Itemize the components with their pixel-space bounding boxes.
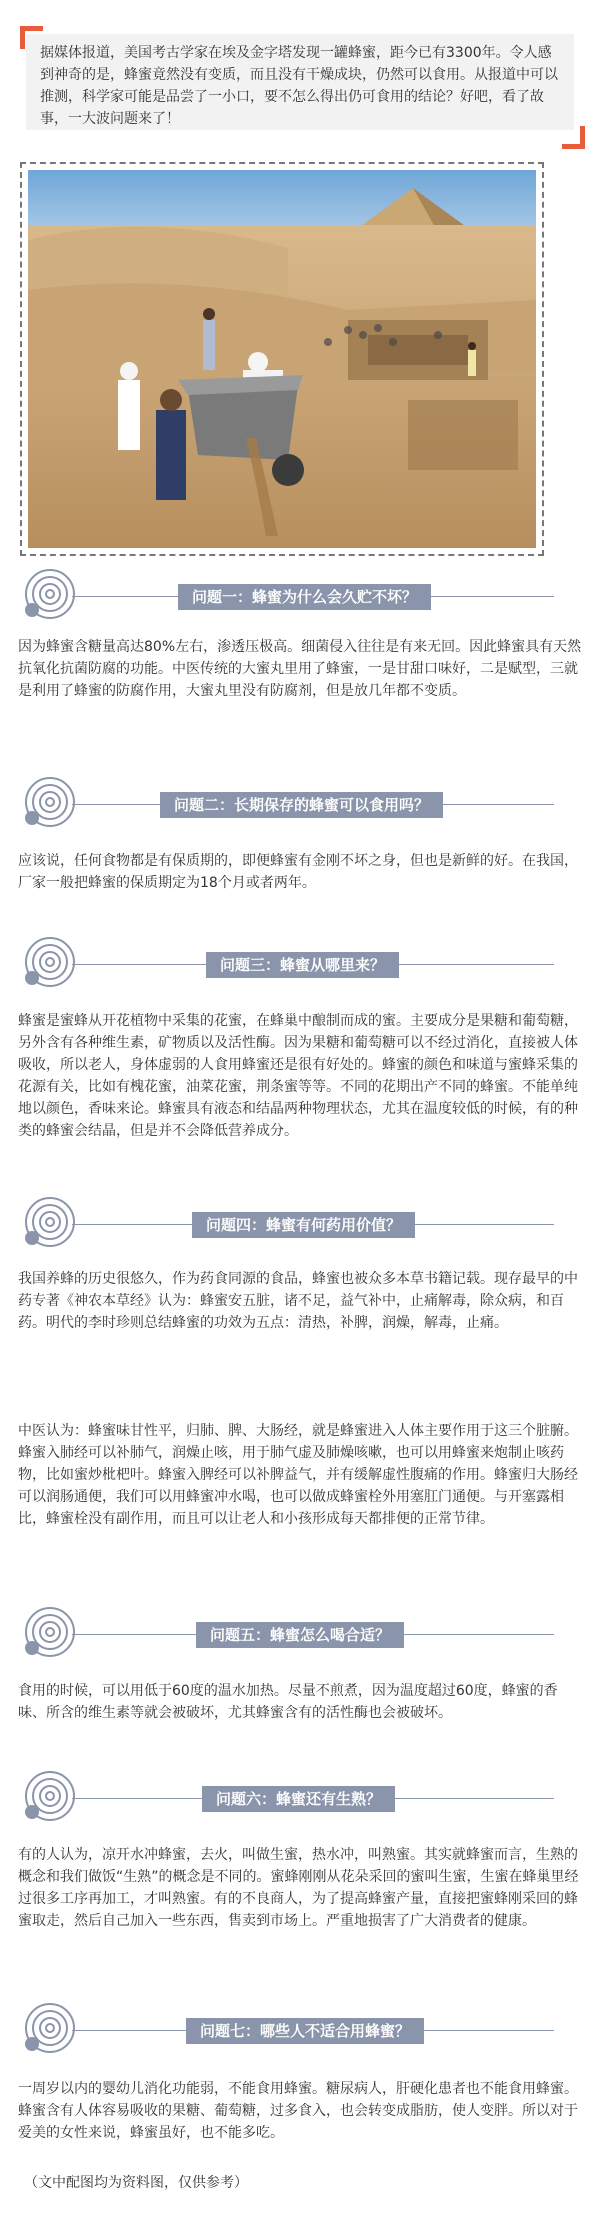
section-title: 问题三：蜂蜜从哪里来？: [206, 952, 399, 978]
section-1-paragraph: 因为蜂蜜含糖量高达80%左右，渗透压极高。细菌侵入往往是有来无回。因此蜂蜜具有天然抗氧化抗菌防腐的功能。中医传统的大蜜丸里用了蜂蜜，一是甘甜口味好，二是赋型，三就是利用了蜂蜜的防腐作用，大蜜丸里没有防腐剂，但是放几年都不变质。: [18, 639, 582, 699]
swirl-icon: [16, 1768, 78, 1828]
swirl-icon: [16, 2000, 78, 2060]
section-title: 问题一：蜂蜜为什么会久贮不坏？: [178, 584, 431, 610]
section-title: 问题七：哪些人不适合用蜂蜜？: [186, 2018, 424, 2044]
section-5-paragraph: 食用的时候，可以用低于60度的温水加热。尽量不煎煮，因为温度超过60度，蜂蜜的香味、所含的维生素等就会被破坏，尤其蜂蜜含有的活性酶也会被破坏。: [18, 1683, 558, 1721]
section-4-paragraph-1: 我国养蜂的历史很悠久，作为药食同源的食品，蜂蜜也被众多本草书籍记载。现存最早的中药专著《神农本草经》认为：蜂蜜安五脏，诸不足，益气补中，止痛解毒，除众病，和百药。明代的李时珍则总结蜂蜜的功效为五点：清热，补脾，润燥，解毒，止痛。: [18, 1271, 578, 1331]
photo-illustration: [28, 170, 536, 548]
section-title: 问题六：蜂蜜还有生熟？: [202, 1786, 395, 1812]
section-header-4: [16, 1194, 584, 1254]
section-7-paragraph: 一周岁以内的婴幼儿消化功能弱，不能食用蜂蜜。糖尿病人，肝硬化患者也不能食用蜂蜜。蜂蜜含有人体容易吸收的果糖、葡萄糖，过多食入，也会转变成脂肪，使人变胖。所以对于爱美的女性来说，蜂蜜虽好，也不能多吃。: [18, 2081, 578, 2141]
swirl-icon: [16, 1604, 78, 1664]
section-header-1: [16, 566, 584, 626]
intro-paragraph: 据媒体报道，美国考古学家在埃及金字塔发现一罐蜂蜜，距今已有3300年。令人感到神奇的是，蜂蜜竟然没有变质，而且没有干燥成块，仍然可以食用。从报道中可以推测，科学家可能是品尝了一小口，要不怎么得出仍可食用的结论？好吧，看了故事，一大波问题来了！: [26, 34, 574, 130]
section-title: 问题二：长期保存的蜂蜜可以食用吗？: [160, 792, 443, 818]
section-header-7: [16, 2000, 584, 2060]
swirl-icon: [16, 934, 78, 994]
swirl-icon: [16, 566, 78, 626]
section-header-2: [16, 774, 584, 834]
pyramid-excavation-photo: [20, 162, 544, 556]
swirl-icon: [16, 1194, 78, 1254]
section-3-paragraph: 蜂蜜是蜜蜂从开花植物中采集的花蜜，在蜂巢中酿制而成的蜜。主要成分是果糖和葡萄糖，另外含有各种维生素，矿物质以及活性酶。因为果糖和葡萄糖可以不经过消化，直接被人体吸收，所以老人，身体虚弱的人食用蜂蜜还是很有好处的。蜂蜜的颜色和味道与蜜蜂采集的花源有关，比如有槐花蜜，油菜花蜜，荆条蜜等等。不同的花期出产不同的蜂蜜。不能单纯地以颜色，香味来论。蜂蜜具有液态和结晶两种物理状态，尤其在温度较低的时候，有的种类的蜂蜜会结晶，但是并不会降低营养成分。: [18, 1013, 578, 1139]
section-header-3: [16, 934, 584, 994]
section-title: 问题四：蜂蜜有何药用价值？: [192, 1212, 415, 1238]
section-header-5: [16, 1604, 584, 1664]
image-footnote: （文中配图均为资料图，仅供参考）: [24, 2175, 248, 2191]
swirl-icon: [16, 774, 78, 834]
section-title: 问题五：蜂蜜怎么喝合适？: [196, 1622, 404, 1648]
section-header-6: [16, 1768, 584, 1828]
section-2-paragraph: 应该说，任何食物都是有保质期的，即便蜂蜜有金刚不坏之身，但也是新鲜的好。在我国，厂家一般把蜂蜜的保质期定为18个月或者两年。: [18, 853, 578, 891]
section-6-paragraph: 有的人认为，凉开水冲蜂蜜，去火，叫做生蜜，热水冲，叫熟蜜。其实就蜂蜜而言，生熟的概念和我们做饭“生熟”的概念是不同的。蜜蜂刚刚从花朵采回的蜜叫生蜜，生蜜在蜂巢里经过很多工序再加工，才叫熟蜜。有的不良商人，为了提高蜂蜜产量，直接把蜜蜂刚采回的蜂蜜取走，然后自己加入一些东西，售卖到市场上。严重地损害了广大消费者的健康。: [18, 1847, 579, 1929]
corner-decoration-bottom-right: [562, 126, 585, 149]
section-4-paragraph-2: 中医认为：蜂蜜味甘性平，归肺、脾、大肠经，就是蜂蜜进入人体主要作用于这三个脏腑。蜂蜜入肺经可以补肺气，润燥止咳，用于肺气虚及肺燥咳嗽，也可以用蜂蜜来炮制止咳药物，比如蜜炒枇杷叶。蜂蜜入脾经可以补脾益气，并有缓解虚性腹痛的作用。蜂蜜归大肠经可以润肠通便，我们可以用蜂蜜冲水喝，也可以做成蜂蜜栓外用塞肛门通便。与开塞露相比，蜂蜜栓没有副作用，而且可以让老人和小孩形成每天都排便的正常节律。: [18, 1423, 578, 1527]
